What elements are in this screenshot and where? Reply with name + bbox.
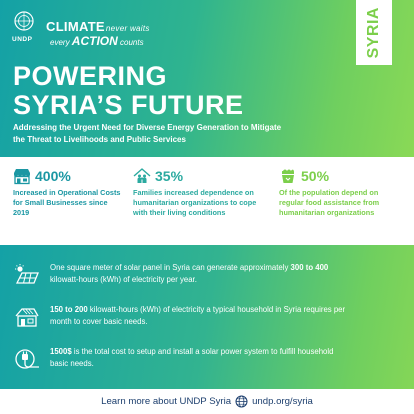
hero-banner — [0, 0, 414, 157]
title-line-2: SYRIA’S FUTURE — [13, 90, 244, 120]
shop-icon — [13, 167, 31, 185]
fact-text: One square meter of solar panel in Syria can generate approximately 300 to 400 kilowatt-hours (kWh) of electricity per year. — [50, 263, 329, 284]
campaign-every: every — [50, 38, 70, 47]
stat-value: 35% — [155, 168, 184, 184]
food-aid-icon — [279, 167, 297, 185]
page-title — [13, 62, 244, 120]
stat-value: 50% — [301, 168, 330, 184]
stat-description: Of the population depend on regular food assistance from humanitarian organizations — [279, 188, 380, 217]
un-emblem-icon — [13, 10, 35, 32]
footer-text: Learn more about UNDP Syria — [101, 396, 232, 407]
fact-install-cost — [14, 346, 350, 370]
solar-panel-icon — [14, 264, 40, 286]
stat-families — [133, 167, 261, 218]
fact-text: 150 to 200 kilowatt-hours (kWh) of electricity a typical household in Syria requires per month to cover basic needs. — [50, 305, 346, 326]
facts-section — [0, 245, 414, 389]
page-subtitle: Addressing the Urgent Need for Diverse Energy Generation to Mitigate the Threat to Livelihoods and Public Services — [13, 123, 282, 144]
power-plug-icon — [14, 348, 40, 370]
family-icon — [133, 167, 151, 185]
country-tag — [356, 0, 392, 65]
campaign-logo — [46, 20, 150, 47]
undp-wordmark: UNDP — [12, 36, 33, 43]
fact-household-need — [14, 304, 350, 328]
globe-icon — [235, 395, 248, 408]
footer — [0, 389, 414, 414]
campaign-never-waits: never waits — [105, 24, 150, 33]
stat-operational-costs — [13, 167, 123, 218]
stat-food-assistance — [279, 167, 404, 218]
stat-value: 400% — [35, 168, 71, 184]
footer-url-link[interactable]: undp.org/syria — [252, 396, 313, 407]
stats-section — [0, 157, 414, 245]
stat-description: Increased in Operational Costs for Small Businesses since 2019 — [13, 188, 121, 217]
campaign-climate: CLIMATE — [46, 19, 105, 34]
campaign-action: ACTION — [71, 34, 118, 48]
title-line-1: POWERING — [13, 61, 168, 91]
fact-text: 1500$ is the total cost to setup and install a solar power system to fulfill household basic needs. — [50, 347, 334, 368]
fact-solar-output — [14, 262, 350, 286]
undp-logo — [13, 10, 36, 53]
campaign-counts: counts — [120, 38, 144, 47]
stat-description: Families increased dependence on humanitarian organizations to cope with their living conditions — [133, 188, 257, 217]
country-label: SYRIA — [365, 6, 382, 59]
house-icon — [14, 306, 40, 328]
